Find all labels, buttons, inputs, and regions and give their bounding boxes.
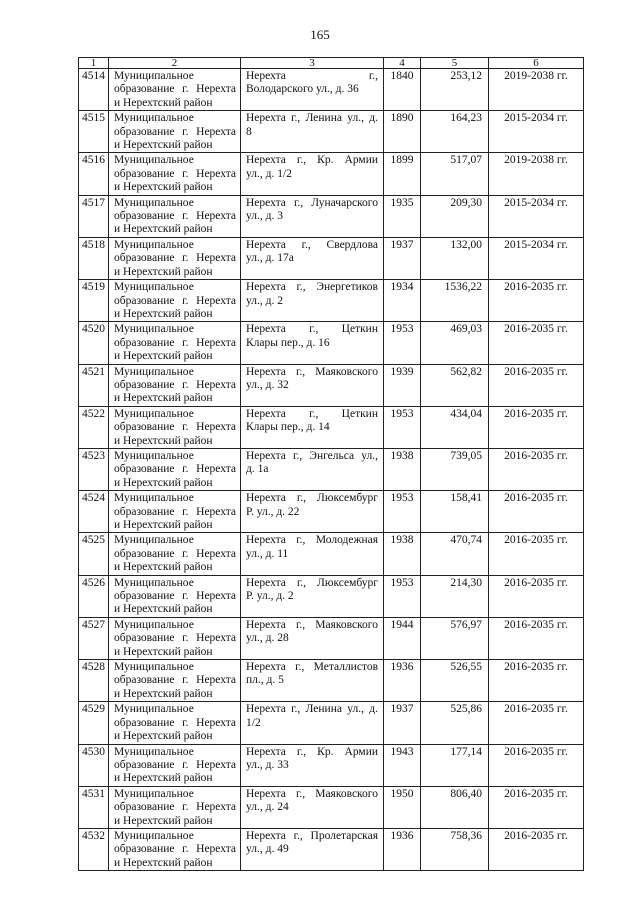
address-line: Нерехта г., Энгельса ул., [246, 449, 378, 462]
table-row [79, 237, 584, 279]
address-cell [241, 744, 384, 786]
owner-line: Муниципальное [114, 618, 194, 631]
table-row [79, 280, 584, 322]
owner-line: Муниципальное [114, 449, 194, 462]
period-cell: 2016-2035 гг. [489, 786, 584, 828]
record-number-cell: 4518 [79, 237, 109, 279]
record-number-cell: 4517 [79, 195, 109, 237]
period-cell: 2015-2034 гг. [489, 237, 584, 279]
year-cell: 1934 [384, 280, 421, 322]
record-number-cell: 4530 [79, 744, 109, 786]
address-cell [241, 195, 384, 237]
owner-line: образование г. Нерехта [114, 336, 236, 349]
period-cell: 2019-2038 гг. [489, 153, 584, 195]
area-cell: 253,12 [421, 69, 489, 111]
owner-line: образование г. Нерехта [114, 378, 236, 391]
record-number-cell: 4514 [79, 69, 109, 111]
owner-line: образование г. Нерехта [114, 294, 236, 307]
area-cell: 517,07 [421, 153, 489, 195]
owner-cell [109, 533, 241, 575]
owner-line: образование г. Нерехта [114, 674, 236, 687]
table-header [79, 58, 584, 69]
table-row [79, 364, 584, 406]
year-cell: 1953 [384, 575, 421, 617]
address-cell [241, 153, 384, 195]
year-cell: 1840 [384, 69, 421, 111]
record-number-cell: 4522 [79, 406, 109, 448]
address-line: ул., д. 2 [246, 294, 283, 307]
record-number-cell: 4516 [79, 153, 109, 195]
column-header-4: 4 [384, 58, 421, 69]
owner-line: и Нерехтский район [114, 519, 213, 531]
table-row [79, 702, 584, 744]
owner-line: Муниципальное [114, 534, 194, 547]
owner-line: образование г. Нерехта [114, 83, 236, 96]
period-cell: 2016-2035 гг. [489, 575, 584, 617]
record-number-cell: 4520 [79, 322, 109, 364]
owner-cell [109, 617, 241, 659]
address-line: Нерехта г., Пролетарская [246, 829, 378, 842]
period-cell: 2016-2035 гг. [489, 491, 584, 533]
record-number-cell: 4528 [79, 660, 109, 702]
records-table [78, 57, 584, 871]
table-row [79, 406, 584, 448]
area-cell: 758,36 [421, 828, 489, 870]
address-line: ул., д. 11 [246, 547, 289, 560]
table-row [79, 448, 584, 490]
owner-line: образование г. Нерехта [114, 716, 236, 729]
owner-line: образование г. Нерехта [114, 758, 236, 771]
year-cell: 1936 [384, 828, 421, 870]
address-line: Р. ул., д. 22 [246, 505, 300, 518]
address-line: Нерехта г., Свердлова [246, 238, 378, 251]
header-row [79, 58, 584, 69]
owner-line: Муниципальное [114, 829, 194, 842]
record-number-cell: 4519 [79, 280, 109, 322]
address-line: Володарского ул., д. 36 [246, 83, 359, 96]
owner-line: Муниципальное [114, 576, 194, 589]
year-cell: 1953 [384, 491, 421, 533]
period-cell: 2016-2035 гг. [489, 617, 584, 659]
area-cell: 469,03 [421, 322, 489, 364]
owner-line: образование г. Нерехта [114, 843, 236, 856]
owner-cell [109, 786, 241, 828]
address-line: Нерехта г., Маяковского [246, 787, 378, 800]
year-cell: 1950 [384, 786, 421, 828]
address-cell [241, 322, 384, 364]
table-row [79, 69, 584, 111]
area-cell: 576,97 [421, 617, 489, 659]
area-cell: 470,74 [421, 533, 489, 575]
year-cell: 1943 [384, 744, 421, 786]
area-cell: 209,30 [421, 195, 489, 237]
area-cell: 164,23 [421, 111, 489, 153]
address-line: Нерехта г., Металлистов [246, 661, 378, 674]
owner-cell [109, 69, 241, 111]
owner-cell [109, 575, 241, 617]
period-cell: 2016-2035 гг. [489, 322, 584, 364]
owner-line: Муниципальное [114, 407, 194, 420]
owner-line: и Нерехтский район [114, 814, 213, 827]
owner-line: образование г. Нерехта [114, 590, 236, 603]
table-row [79, 575, 584, 617]
address-line: ул., д. 24 [246, 801, 289, 814]
owner-cell [109, 491, 241, 533]
period-cell: 2015-2034 гг. [489, 195, 584, 237]
owner-cell [109, 744, 241, 786]
address-cell [241, 533, 384, 575]
owner-cell [109, 406, 241, 448]
year-cell: 1953 [384, 322, 421, 364]
address-line: ул., д. 32 [246, 378, 289, 391]
owner-line: и Нерехтский район [114, 730, 213, 743]
address-line: ул., д. 33 [246, 758, 289, 771]
owner-cell [109, 195, 241, 237]
table-row [79, 195, 584, 237]
column-header-1: 1 [79, 58, 109, 69]
year-cell: 1938 [384, 448, 421, 490]
area-cell: 158,41 [421, 491, 489, 533]
address-cell [241, 448, 384, 490]
year-cell: 1937 [384, 702, 421, 744]
address-cell [241, 280, 384, 322]
address-cell [241, 364, 384, 406]
table-row [79, 828, 584, 870]
area-cell: 434,04 [421, 406, 489, 448]
period-cell: 2015-2034 гг. [489, 111, 584, 153]
area-cell: 525,86 [421, 702, 489, 744]
owner-line: и Нерехтский район [114, 603, 213, 616]
period-cell: 2016-2035 гг. [489, 828, 584, 870]
area-cell: 1536,22 [421, 280, 489, 322]
address-line: Нерехта г., Кр. Армии [246, 154, 378, 167]
column-header-3: 3 [241, 58, 384, 69]
owner-cell [109, 448, 241, 490]
record-number-cell: 4532 [79, 828, 109, 870]
year-cell: 1944 [384, 617, 421, 659]
address-line: Клары пер., д. 16 [246, 336, 330, 349]
record-number-cell: 4515 [79, 111, 109, 153]
table-row [79, 786, 584, 828]
table-row [79, 617, 584, 659]
table-row [79, 660, 584, 702]
record-number-cell: 4531 [79, 786, 109, 828]
year-cell: 1936 [384, 660, 421, 702]
address-line: 1/2 [246, 716, 261, 729]
year-cell: 1899 [384, 153, 421, 195]
address-cell [241, 69, 384, 111]
address-line: Нерехта г., Люксембург [246, 576, 378, 589]
address-cell [241, 406, 384, 448]
address-line: Нерехта г., Луначарского [246, 196, 378, 209]
record-number-cell: 4525 [79, 533, 109, 575]
address-line: Р. ул., д. 2 [246, 590, 294, 603]
period-cell: 2016-2035 гг. [489, 660, 584, 702]
column-header-6: 6 [489, 58, 584, 69]
period-cell: 2019-2038 гг. [489, 69, 584, 111]
table-body [79, 69, 584, 871]
table-row [79, 491, 584, 533]
owner-line: образование г. Нерехта [114, 210, 236, 223]
owner-line: и Нерехтский район [114, 434, 213, 447]
owner-line: Муниципальное [114, 323, 194, 336]
owner-line: и Нерехтский район [114, 307, 213, 320]
owner-line: и Нерехтский район [114, 687, 213, 700]
owner-cell [109, 702, 241, 744]
owner-cell [109, 280, 241, 322]
owner-cell [109, 111, 241, 153]
address-cell [241, 828, 384, 870]
owner-line: и Нерехтский район [114, 96, 213, 109]
address-line: Клары пер., д. 14 [246, 421, 330, 434]
address-cell [241, 237, 384, 279]
owner-line: и Нерехтский район [114, 856, 213, 869]
period-cell: 2016-2035 гг. [489, 533, 584, 575]
owner-line: и Нерехтский район [114, 181, 213, 194]
address-line: Нерехта г., Кр. Армии [246, 745, 378, 758]
record-number-cell: 4529 [79, 702, 109, 744]
year-cell: 1938 [384, 533, 421, 575]
page-number: 165 [310, 27, 330, 42]
address-cell [241, 111, 384, 153]
period-cell: 2016-2035 гг. [489, 364, 584, 406]
table-row [79, 744, 584, 786]
address-line: Нерехта г., [246, 70, 378, 82]
area-cell: 526,55 [421, 660, 489, 702]
owner-line: образование г. Нерехта [114, 125, 236, 138]
address-line: Нерехта г., Люксембург [246, 492, 378, 505]
owner-line: и Нерехтский район [114, 350, 213, 363]
record-number-cell: 4523 [79, 448, 109, 490]
area-cell: 739,05 [421, 448, 489, 490]
address-line: Нерехта г., Маяковского [246, 618, 378, 631]
owner-line: Муниципальное [114, 365, 194, 378]
owner-cell [109, 660, 241, 702]
address-line: д. 1а [246, 463, 269, 476]
table-row [79, 533, 584, 575]
owner-cell [109, 828, 241, 870]
area-cell: 806,40 [421, 786, 489, 828]
owner-line: образование г. Нерехта [114, 252, 236, 265]
address-line: Нерехта г., Цеткин [246, 407, 378, 420]
owner-line: Муниципальное [114, 745, 194, 758]
area-cell: 214,30 [421, 575, 489, 617]
address-cell [241, 660, 384, 702]
owner-line: и Нерехтский район [114, 476, 213, 489]
owner-line: Муниципальное [114, 238, 194, 251]
year-cell: 1890 [384, 111, 421, 153]
address-cell [241, 491, 384, 533]
owner-line: образование г. Нерехта [114, 505, 236, 518]
record-number-cell: 4521 [79, 364, 109, 406]
address-cell [241, 702, 384, 744]
owner-line: и Нерехтский район [114, 645, 213, 658]
address-line: ул., д. 3 [246, 210, 283, 223]
record-number-cell: 4524 [79, 491, 109, 533]
period-cell: 2016-2035 гг. [489, 448, 584, 490]
year-cell: 1937 [384, 237, 421, 279]
year-cell: 1935 [384, 195, 421, 237]
owner-line: Муниципальное [114, 661, 194, 674]
area-cell: 132,00 [421, 237, 489, 279]
address-cell [241, 786, 384, 828]
owner-line: Муниципальное [114, 703, 194, 716]
owner-line: Муниципальное [114, 196, 194, 209]
address-line: Нерехта г., Энергетиков [246, 281, 378, 294]
owner-line: образование г. Нерехта [114, 801, 236, 814]
owner-line: Муниципальное [114, 787, 194, 800]
owner-line: образование г. Нерехта [114, 547, 236, 560]
owner-line: и Нерехтский район [114, 139, 213, 152]
table-row [79, 153, 584, 195]
table-row [79, 322, 584, 364]
owner-cell [109, 364, 241, 406]
owner-cell [109, 237, 241, 279]
period-cell: 2016-2035 гг. [489, 280, 584, 322]
area-cell: 177,14 [421, 744, 489, 786]
column-header-5: 5 [421, 58, 489, 69]
owner-line: Муниципальное [114, 112, 194, 125]
year-cell: 1953 [384, 406, 421, 448]
address-cell [241, 575, 384, 617]
record-number-cell: 4527 [79, 617, 109, 659]
owner-line: образование г. Нерехта [114, 167, 236, 180]
address-line: пл., д. 5 [246, 674, 284, 687]
address-cell [241, 617, 384, 659]
owner-line: образование г. Нерехта [114, 463, 236, 476]
address-line: Нерехта г., Ленина ул., д. [246, 112, 378, 125]
record-number-cell: 4526 [79, 575, 109, 617]
period-cell: 2016-2035 гг. [489, 406, 584, 448]
column-header-2: 2 [109, 58, 241, 69]
period-cell: 2016-2035 гг. [489, 702, 584, 744]
table-row [79, 111, 584, 153]
area-cell: 562,82 [421, 364, 489, 406]
address-line: ул., д. 17а [246, 252, 294, 265]
owner-line: Муниципальное [114, 281, 194, 294]
owner-cell [109, 153, 241, 195]
owner-line: и Нерехтский район [114, 223, 213, 236]
address-line: Нерехта г., Молодежная [246, 534, 378, 547]
owner-line: Муниципальное [114, 70, 194, 82]
period-cell: 2016-2035 гг. [489, 744, 584, 786]
owner-line: образование г. Нерехта [114, 632, 236, 645]
owner-line: образование г. Нерехта [114, 421, 236, 434]
owner-line: и Нерехтский район [114, 561, 213, 574]
owner-line: и Нерехтский район [114, 392, 213, 405]
year-cell: 1939 [384, 364, 421, 406]
address-line: ул., д. 28 [246, 632, 289, 645]
address-line: ул., д. 1/2 [246, 167, 292, 180]
owner-cell [109, 322, 241, 364]
owner-line: Муниципальное [114, 492, 194, 505]
address-line: 8 [246, 125, 252, 138]
owner-line: и Нерехтский район [114, 772, 213, 785]
owner-line: Муниципальное [114, 154, 194, 167]
address-line: Нерехта г., Цеткин [246, 323, 378, 336]
address-line: ул., д. 49 [246, 843, 289, 856]
owner-line: и Нерехтский район [114, 265, 213, 278]
address-line: Нерехта г., Ленина ул., д. [246, 703, 378, 716]
address-line: Нерехта г., Маяковского [246, 365, 378, 378]
